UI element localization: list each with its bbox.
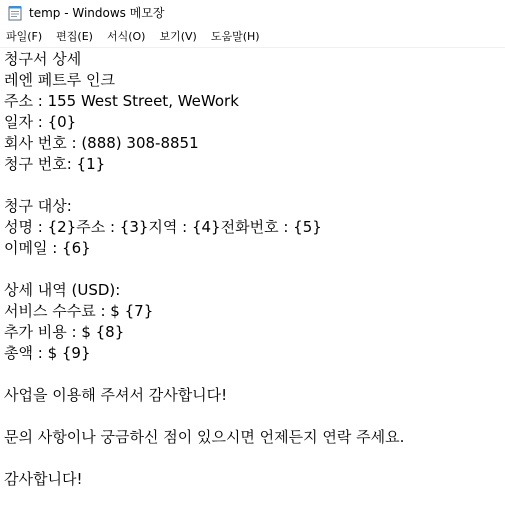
text-line: 이메일 : {6} xyxy=(4,239,91,257)
text-line: 일자 : {0} xyxy=(4,113,77,131)
menu-file[interactable]: 파일(F) xyxy=(6,30,43,43)
notepad-icon xyxy=(8,5,22,21)
text-line: 서비스 수수료 : $ {7} xyxy=(4,302,154,320)
text-line: 감사합니다! xyxy=(4,470,83,488)
text-line: 상세 내역 (USD): xyxy=(4,281,121,299)
text-line: 문의 사항이나 궁금하신 점이 있으시면 언제든지 연락 주세요. xyxy=(4,428,405,446)
text-line: 청구서 상세 xyxy=(4,50,82,68)
window-title: temp - Windows 메모장 xyxy=(29,6,165,20)
text-line: 주소 : 155 West Street, WeWork xyxy=(4,92,239,110)
menu-edit[interactable]: 편집(E) xyxy=(56,30,93,43)
text-line: 사업을 이용해 주셔서 감사합니다! xyxy=(4,386,228,404)
menu-view[interactable]: 보기(V) xyxy=(159,30,197,43)
text-line: 총액 : $ {9} xyxy=(4,344,91,362)
menu-help[interactable]: 도움말(H) xyxy=(210,30,260,43)
text-line: 청구 번호: {1} xyxy=(4,155,106,173)
text-editor-area[interactable] xyxy=(0,48,505,507)
text-line: 레엔 페트루 인크 xyxy=(4,71,115,89)
text-line: 청구 대상: xyxy=(4,197,72,215)
menu-bar xyxy=(0,27,505,47)
text-line: 성명 : {2}주소 : {3}지역 : {4}전화번호 : {5} xyxy=(4,218,322,236)
title-bar[interactable] xyxy=(0,0,505,26)
text-line: 회사 번호 : (888) 308-8851 xyxy=(4,134,199,152)
menu-format[interactable]: 서식(O) xyxy=(106,30,146,43)
text-line: 추가 비용 : $ {8} xyxy=(4,323,125,341)
